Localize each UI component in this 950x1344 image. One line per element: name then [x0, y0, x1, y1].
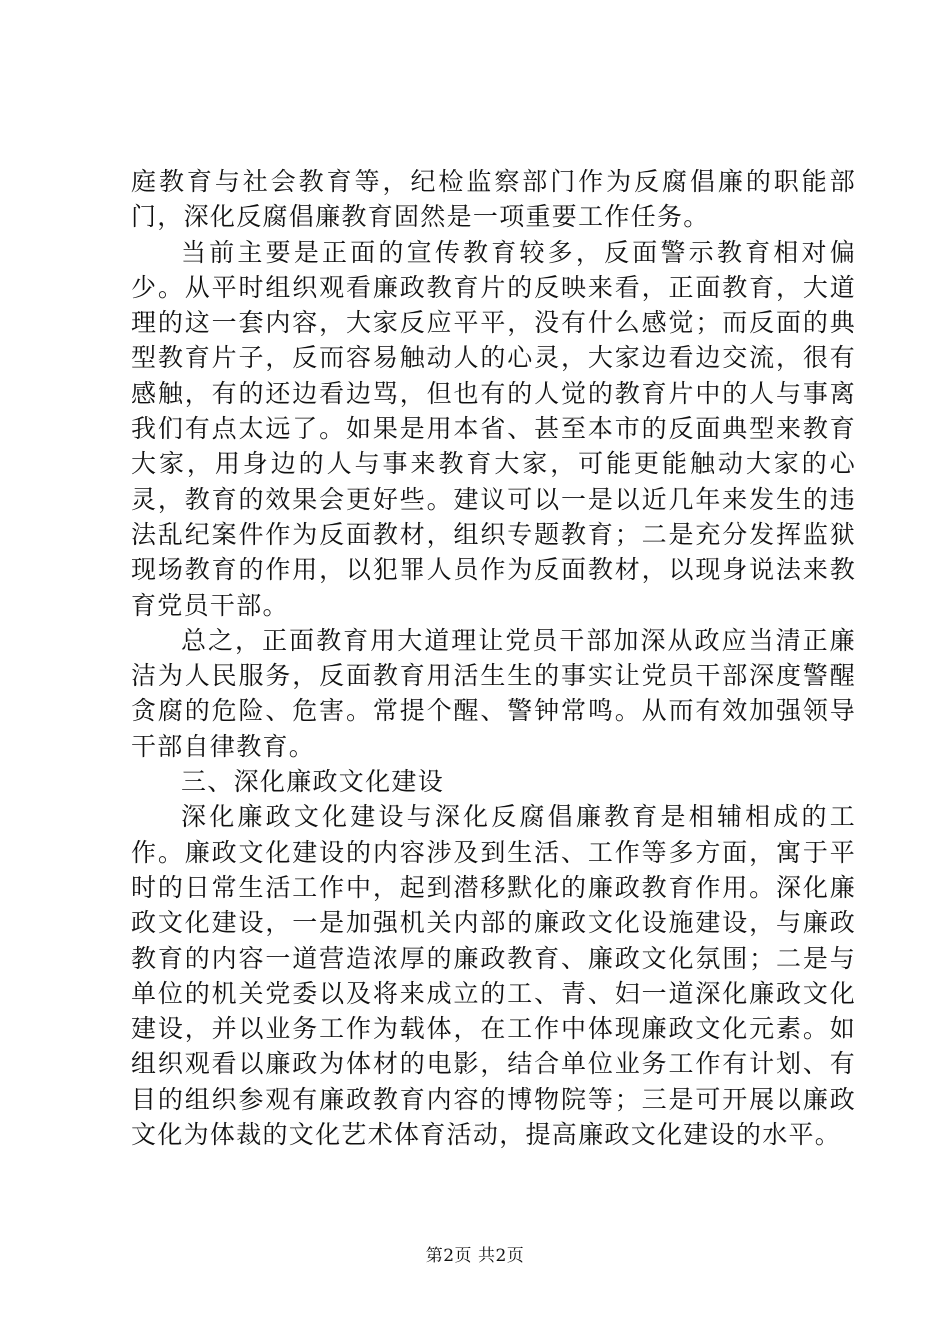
section-heading-integrity-culture: 三、深化廉政文化建设 [181, 767, 445, 797]
paragraph-negative-warning-education: 当前主要是正面的宣传教育较多，反面警示教育相对偏少。从平时组织观看廉政教育片的反映来看，正面教育，大道理的这一套内容，大家反应平平，没有什么感觉；而反面的典型教育片子，反而容易触动人的心灵，大家边看边交流，很有感触，有的还边看边骂，但也有的人觉的教育片中的人与事离我们有点太远了。如果是用本省、甚至本市的反面典型来教育大家，用身边的人与事来教育大家，可能更能触动大家的心灵，教育的效果会更好些。建议可以一是以近几年来发生的违法乱纪案件作为反面教材，组织专题教育；二是充分发挥监狱现场教育的作用，以犯罪人员作为反面教材，以现身说法来教育党员干部。 [131, 237, 856, 620]
page-number: 第2页 共2页 [425, 1246, 525, 1266]
paragraph-integrity-culture: 深化廉政文化建设与深化反腐倡廉教育是相辅相成的工作。廉政文化建设的内容涉及到生活、工作等多方面，寓于平时的日常生活工作中，起到潜移默化的廉政教育作用。深化廉政文化建设，一是加强机关内部的廉政文化设施建设，与廉政教育的内容一道营造浓厚的廉政教育、廉政文化氛围；二是与单位的机关党委以及将来成立的工、青、妇一道深化廉政文化建设，并以业务工作为载体，在工作中体现廉政文化元素。如组织观看以廉政为体材的电影，结合单位业务工作有计划、有目的组织参观有廉政教育内容的博物院等；三是可开展以廉政文化为体裁的文化艺术体育活动，提高廉政文化建设的水平。 [131, 802, 856, 1150]
document-body [131, 164, 856, 1152]
paragraph-continuation: 庭教育与社会教育等，纪检监察部门作为反腐倡廉的职能部门，深化反腐倡廉教育固然是一项重要工作任务。 [131, 167, 856, 232]
paragraph-summary: 总之，正面教育用大道理让党员干部加深从政应当清正廉洁为人民服务，反面教育用活生生的事实让党员干部深度警醒贪腐的危险、危害。常提个醒、警钟常鸣。从而有效加强领导干部自律教育。 [131, 625, 856, 761]
page-footer [0, 1241, 950, 1266]
